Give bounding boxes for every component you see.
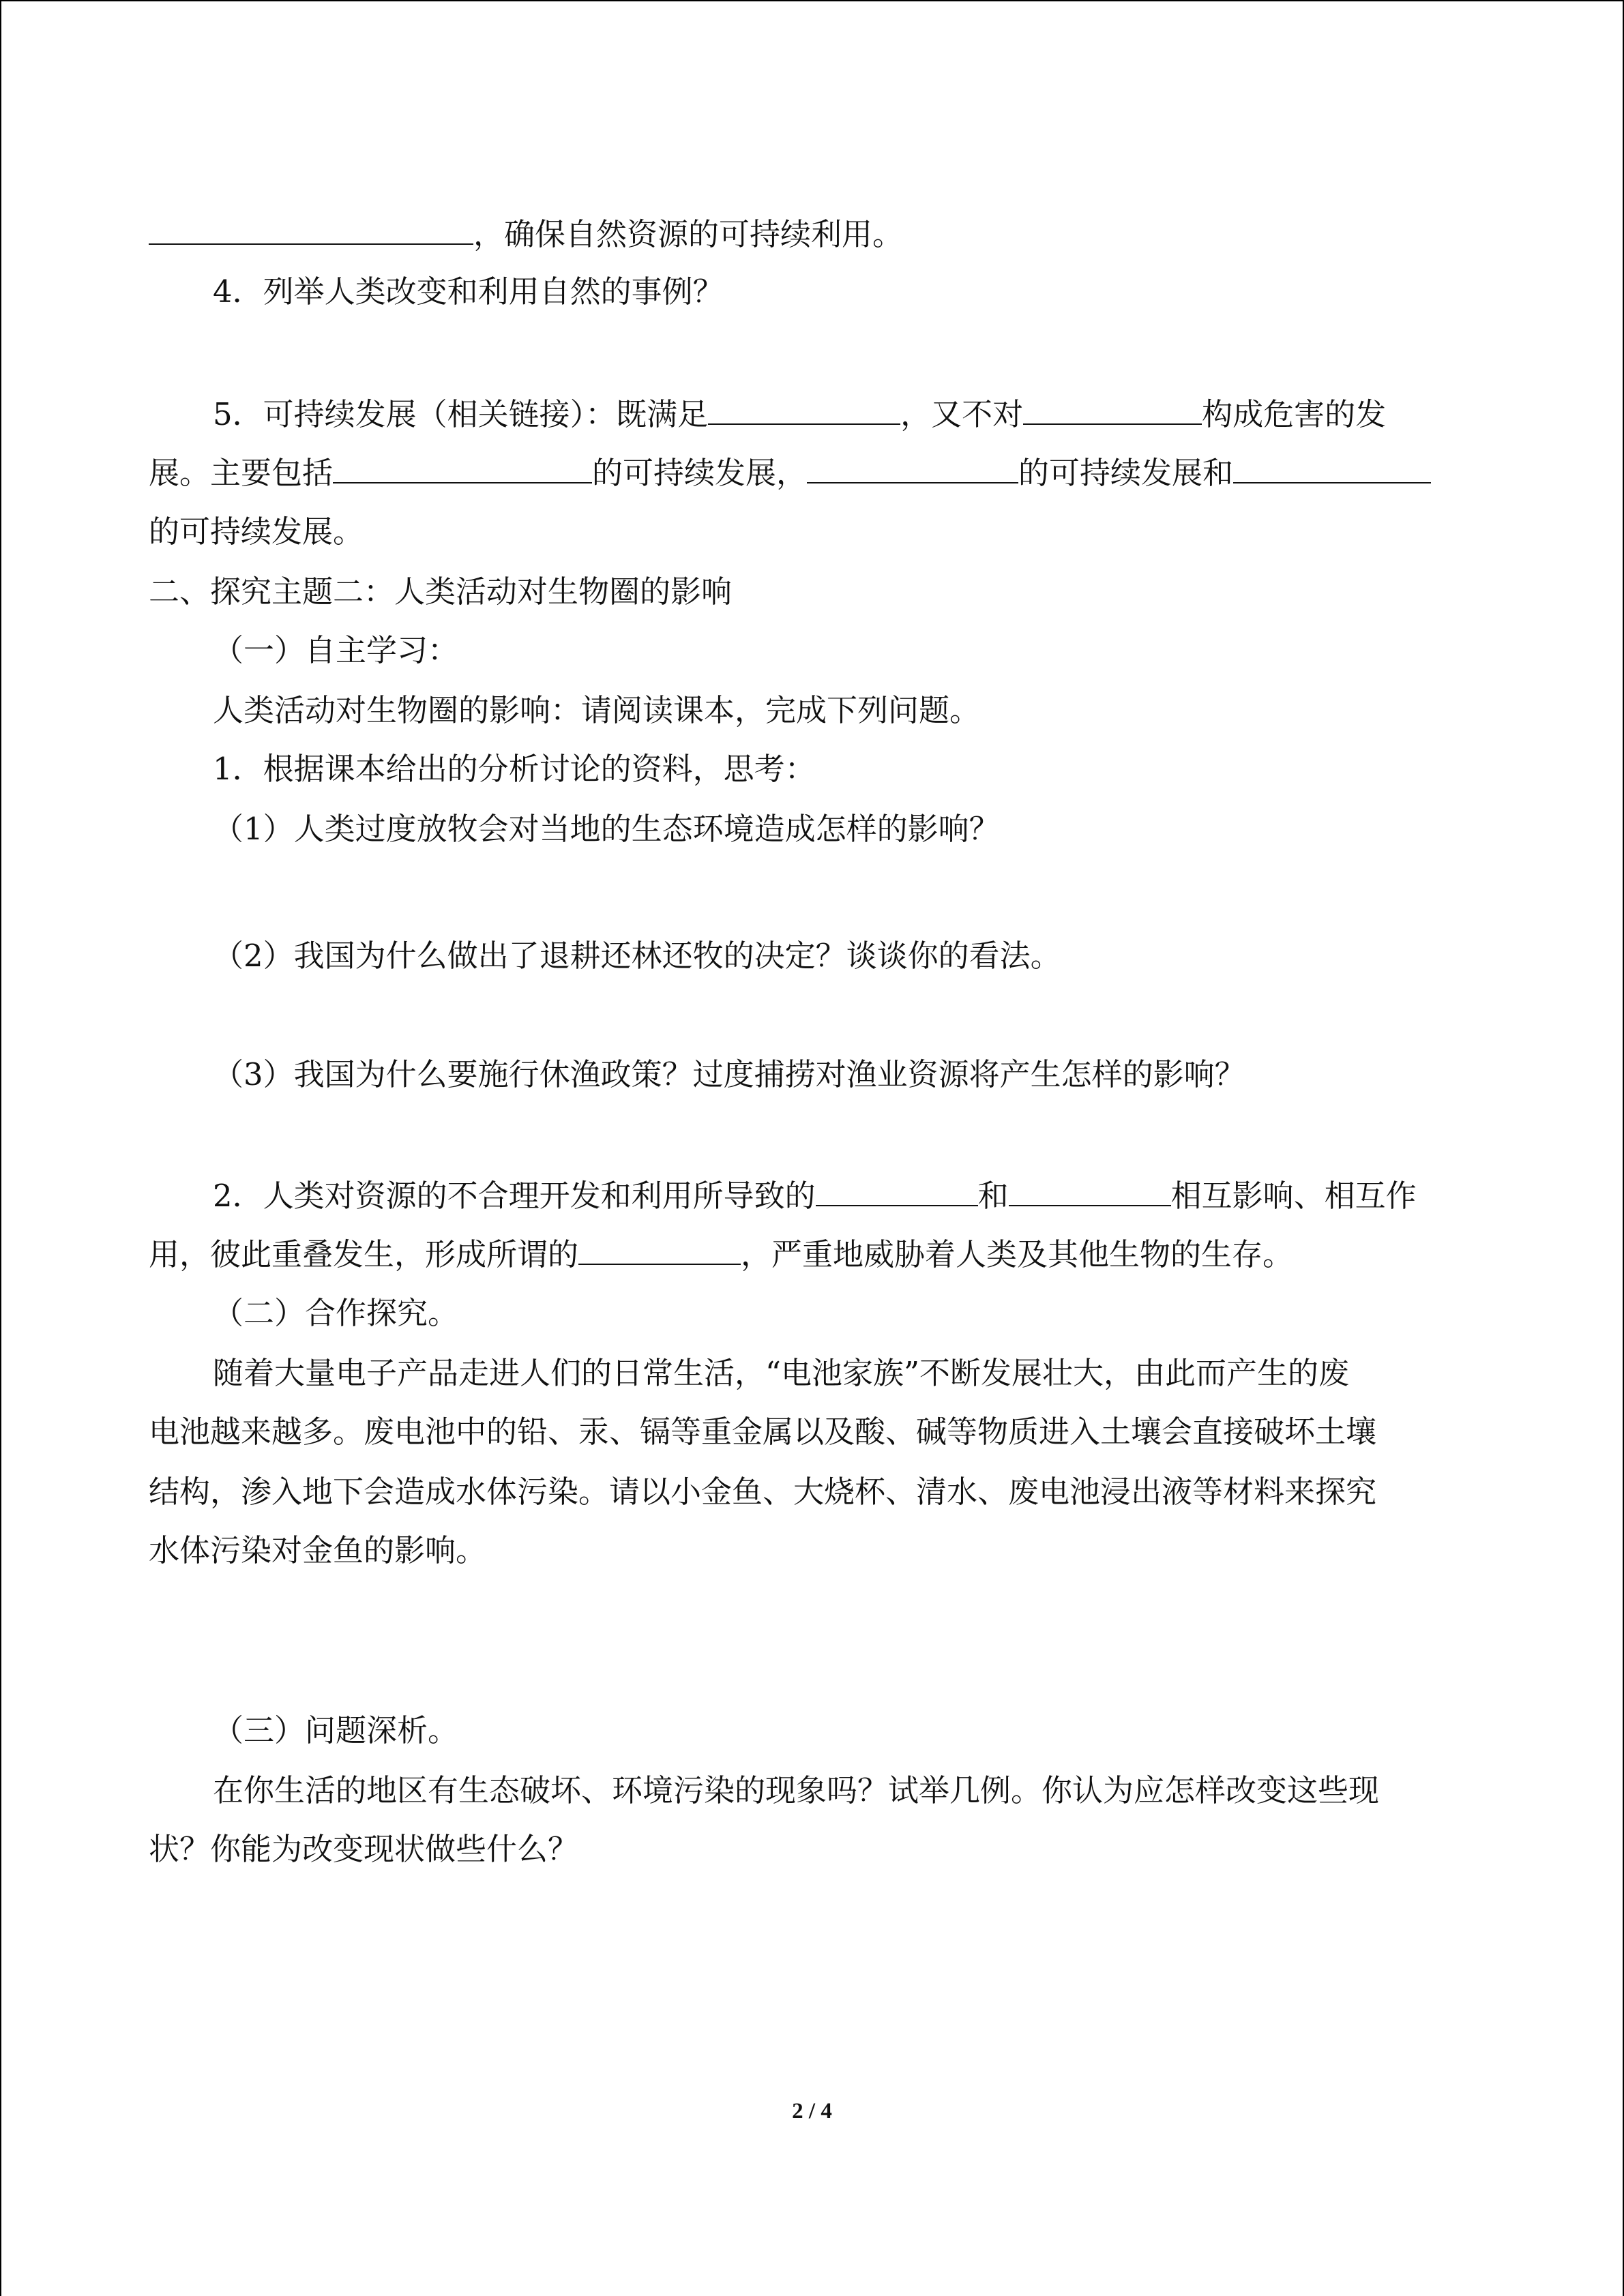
- paragraph-line: 水体污染对金鱼的影响。: [149, 1532, 487, 1568]
- page-border-left: [0, 0, 1, 2296]
- answer-blank[interactable]: [708, 396, 900, 425]
- section-heading: 二、探究主题二：人类活动对生物圈的影响: [149, 573, 733, 610]
- text-line: 人类活动对生物圈的影响：请阅读课本，完成下列问题。: [213, 692, 981, 728]
- page-number: 2 / 4: [792, 2099, 832, 2123]
- page-border-top: [0, 0, 1624, 1]
- answer-blank[interactable]: [816, 1178, 978, 1206]
- answer-blank[interactable]: [1009, 1178, 1171, 1206]
- answer-blank[interactable]: [1023, 396, 1202, 425]
- question-1-3: （3）我国为什么要施行休渔政策？过度捕捞对渔业资源将产生怎样的影响？: [213, 1056, 1245, 1092]
- paragraph-line: 在你生活的地区有生态破坏、环境污染的现象吗？试举几例。你认为应怎样改变这些现: [213, 1772, 1380, 1808]
- answer-blank[interactable]: [333, 455, 592, 483]
- text-line: ，确保自然资源的可持续利用。: [149, 214, 903, 255]
- question-2: 2．人类对资源的不合理开发和利用所导致的 和 相互影响、相互作: [213, 1178, 1417, 1214]
- text-line: 展。主要包括 的可持续发展， 的可持续发展和: [149, 453, 1431, 494]
- text-line: 1．根据课本给出的分析讨论的资料，思考：: [213, 751, 816, 787]
- subsection-heading: （二）合作探究。: [213, 1295, 459, 1331]
- question-4: 4．列举人类改变和利用自然的事例？: [213, 273, 724, 310]
- text-line: 的可持续发展。: [149, 513, 364, 550]
- subsection-heading: （一）自主学习：: [213, 632, 459, 668]
- paragraph-line: 结构，渗入地下会造成水体污染。请以小金鱼、大烧杯、清水、废电池浸出液等材料来探究: [149, 1474, 1377, 1510]
- subsection-heading: （三）问题深析。: [213, 1712, 459, 1748]
- question-1-1: （1）人类过度放牧会对当地的生态环境造成怎样的影响？: [213, 811, 1000, 847]
- question-5: 5．可持续发展（相关链接）：既满足 ，又不对 构成危害的发: [213, 396, 1387, 432]
- paragraph-line: 状？你能为改变现状做些什么？: [149, 1831, 579, 1867]
- answer-blank[interactable]: [578, 1236, 741, 1265]
- text-line: 用，彼此重叠发生，形成所谓的 ，严重地威胁着人类及其他生物的生存。: [149, 1236, 1294, 1272]
- paragraph-line: 电池越来越多。废电池中的铅、汞、镉等重金属以及酸、碱等物质进入土壤会直接破坏土壤: [149, 1414, 1377, 1450]
- answer-blank[interactable]: [1233, 455, 1431, 483]
- answer-blank[interactable]: [149, 216, 473, 245]
- paragraph-line: 随着大量电子产品走进人们的日常生活，“电池家族”不断发展壮大，由此而产生的废: [213, 1355, 1350, 1391]
- question-1-2: （2）我国为什么做出了退耕还林还牧的决定？谈谈你的看法。: [213, 938, 1061, 974]
- answer-blank[interactable]: [807, 455, 1018, 483]
